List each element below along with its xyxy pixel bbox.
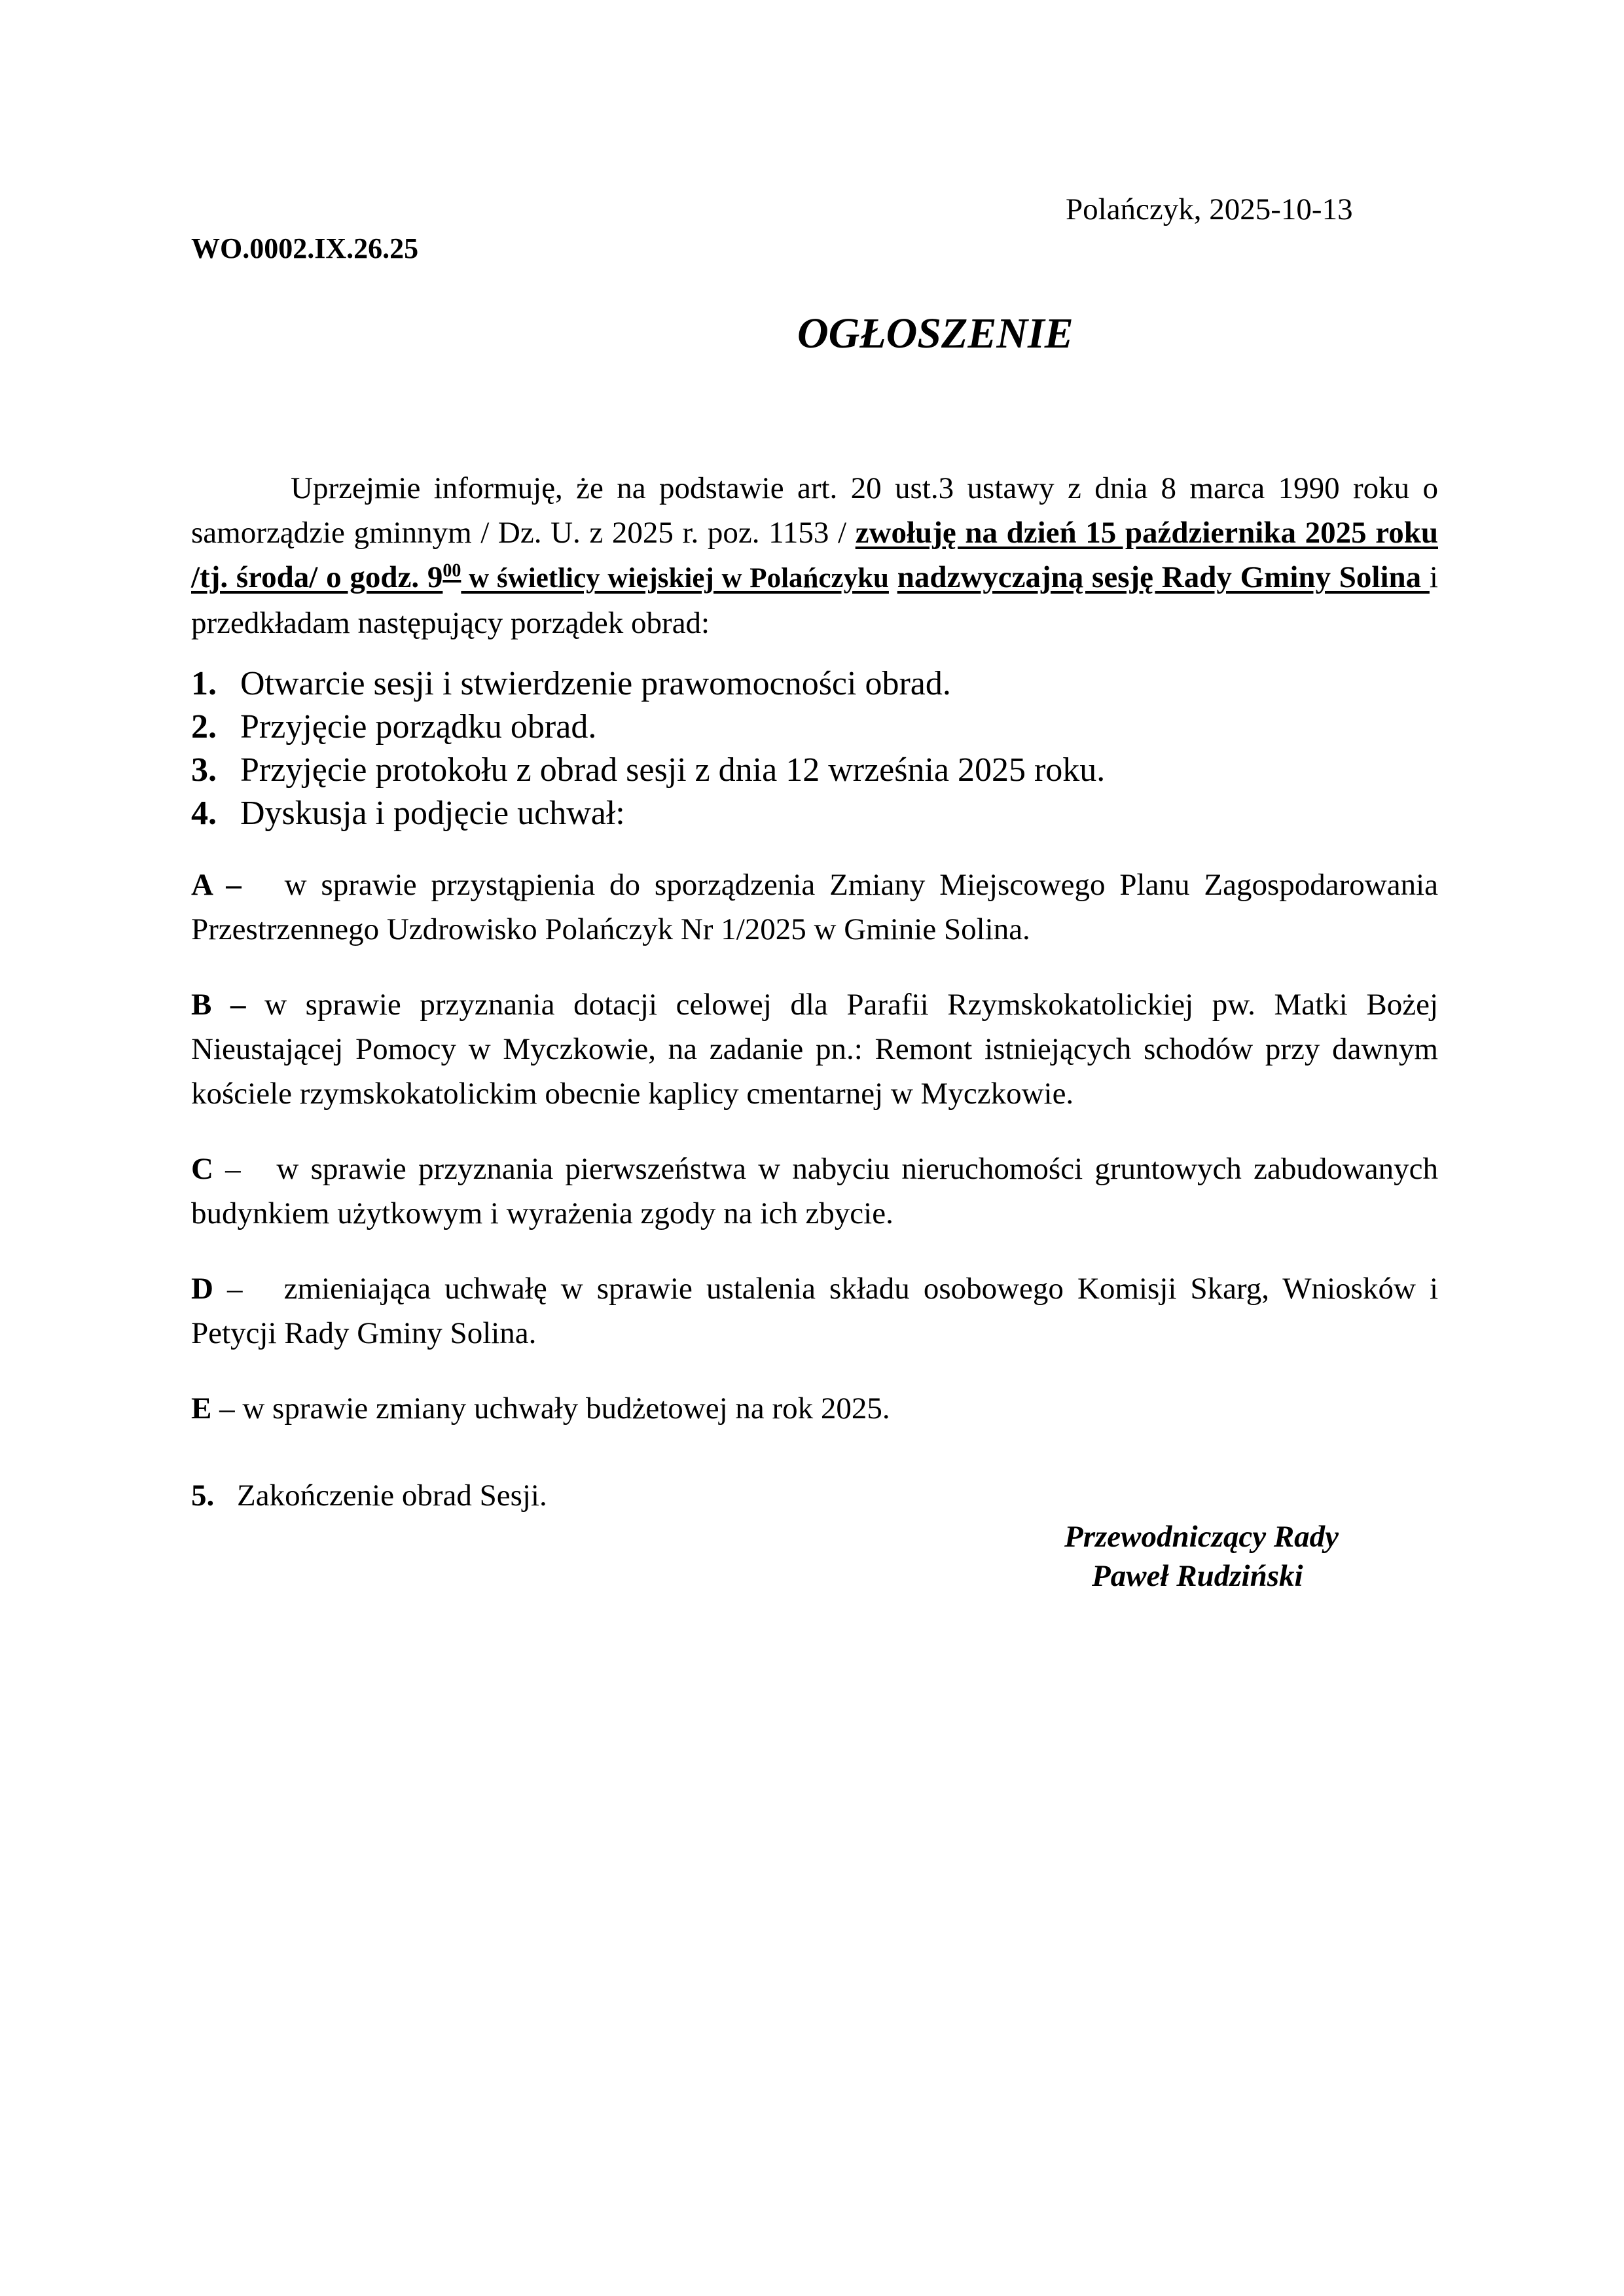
agenda-closing-item bbox=[191, 1476, 547, 1515]
agenda-item bbox=[191, 706, 1438, 749]
resolutions-list bbox=[191, 863, 1438, 1453]
agenda-item bbox=[191, 662, 1438, 706]
resolution-e bbox=[191, 1386, 1438, 1431]
agenda-list bbox=[191, 662, 1438, 835]
resolution-text: w sprawie przystąpienia do sporządzenia Zmiany Miejscowego Planu Zagospodarowania Przestrzennego Uzdrowisko Polańczyk Nr 1/2025 w Gminie Solina. bbox=[191, 868, 1438, 946]
document-title: OGŁOSZENIE bbox=[797, 310, 1074, 357]
resolution-a bbox=[191, 863, 1438, 952]
resolution-text: zmieniająca uchwałę w sprawie ustalenia składu osobowego Komisji Skarg, Wniosków i Petycji Rady Gminy Solina. bbox=[191, 1272, 1438, 1350]
agenda-number: 1. bbox=[191, 665, 217, 702]
resolution-b bbox=[191, 982, 1438, 1116]
reference-number: WO.0002.IX.26.25 bbox=[191, 232, 419, 264]
agenda-item bbox=[191, 749, 1438, 792]
resolution-c bbox=[191, 1147, 1438, 1236]
agenda-number: 5. bbox=[191, 1479, 215, 1513]
resolution-letter: E bbox=[191, 1391, 212, 1426]
agenda-text: Otwarcie sesji i stwierdzenie prawomocności obrad. bbox=[240, 665, 951, 702]
signatory-role: Przewodniczący Rady bbox=[1064, 1520, 1339, 1554]
resolution-text: w sprawie zmiany uchwały budżetowej na rok 2025. bbox=[242, 1391, 890, 1426]
resolution-letter: D bbox=[191, 1272, 213, 1306]
signatory-name: Paweł Rudziński bbox=[1092, 1559, 1303, 1593]
resolution-separator: – bbox=[211, 1391, 243, 1426]
intro-text-2: i przedkładam następujący porządek obrad: bbox=[191, 560, 1438, 640]
agenda-text: Przyjęcie porządku obrad. bbox=[240, 708, 597, 745]
resolution-separator: – bbox=[213, 1152, 277, 1186]
agenda-text: Przyjęcie protokołu z obrad sesji z dnia 12 września 2025 roku. bbox=[240, 751, 1106, 789]
resolution-letter: C bbox=[191, 1152, 213, 1186]
resolution-separator: – bbox=[213, 1272, 284, 1306]
agenda-item bbox=[191, 792, 1438, 835]
agenda-number: 3. bbox=[191, 751, 217, 789]
resolution-d bbox=[191, 1266, 1438, 1355]
convene-date: zwołuję na dzień 15 października 2025 roku /tj. środa/ o godz. 9 bbox=[191, 516, 1438, 594]
time-superscript: 00 bbox=[442, 560, 461, 581]
agenda-number: 4. bbox=[191, 795, 217, 832]
intro-text-1: Uprzejmie informuję, że na podstawie art. 20 ust.3 ustawy z dnia 8 marca 1990 roku o samorządzie gminnym / Dz. U. z 2025 r. poz. 1153 / bbox=[191, 471, 1438, 550]
resolution-letter: B – bbox=[191, 988, 246, 1022]
signature-block bbox=[1064, 1517, 1339, 1596]
agenda-text: Dyskusja i podjęcie uchwał: bbox=[240, 795, 625, 832]
intro-paragraph bbox=[191, 466, 1438, 645]
resolution-separator bbox=[245, 988, 264, 1022]
date-place: Polańczyk, 2025-10-13 bbox=[1066, 192, 1353, 226]
resolution-text: w sprawie przyznania pierwszeństwa w nabyciu nieruchomości gruntowych zabudowanych budynkiem użytkowym i wyrażenia zgody na ich zbycie. bbox=[191, 1152, 1438, 1230]
session-location: w świetlicy wiejskiej w Polańczyku bbox=[461, 563, 889, 594]
session-type: nadzwyczajną sesję Rady Gminy Solina bbox=[897, 560, 1430, 594]
agenda-number: 2. bbox=[191, 708, 217, 745]
resolution-letter: A bbox=[191, 868, 212, 902]
resolution-separator: – bbox=[211, 868, 285, 902]
resolution-text: w sprawie przyznania dotacji celowej dla Parafii Rzymskokatolickiej pw. Matki Bożej Nieustającej Pomocy w Myczkowie, na zadanie pn.: Remont istniejących schodów przy dawnym kościele rzymskokatolickim obecnie kaplicy cmentarnej w Myczkowie. bbox=[191, 988, 1438, 1111]
agenda-text: Zakończenie obrad Sesji. bbox=[237, 1479, 547, 1513]
